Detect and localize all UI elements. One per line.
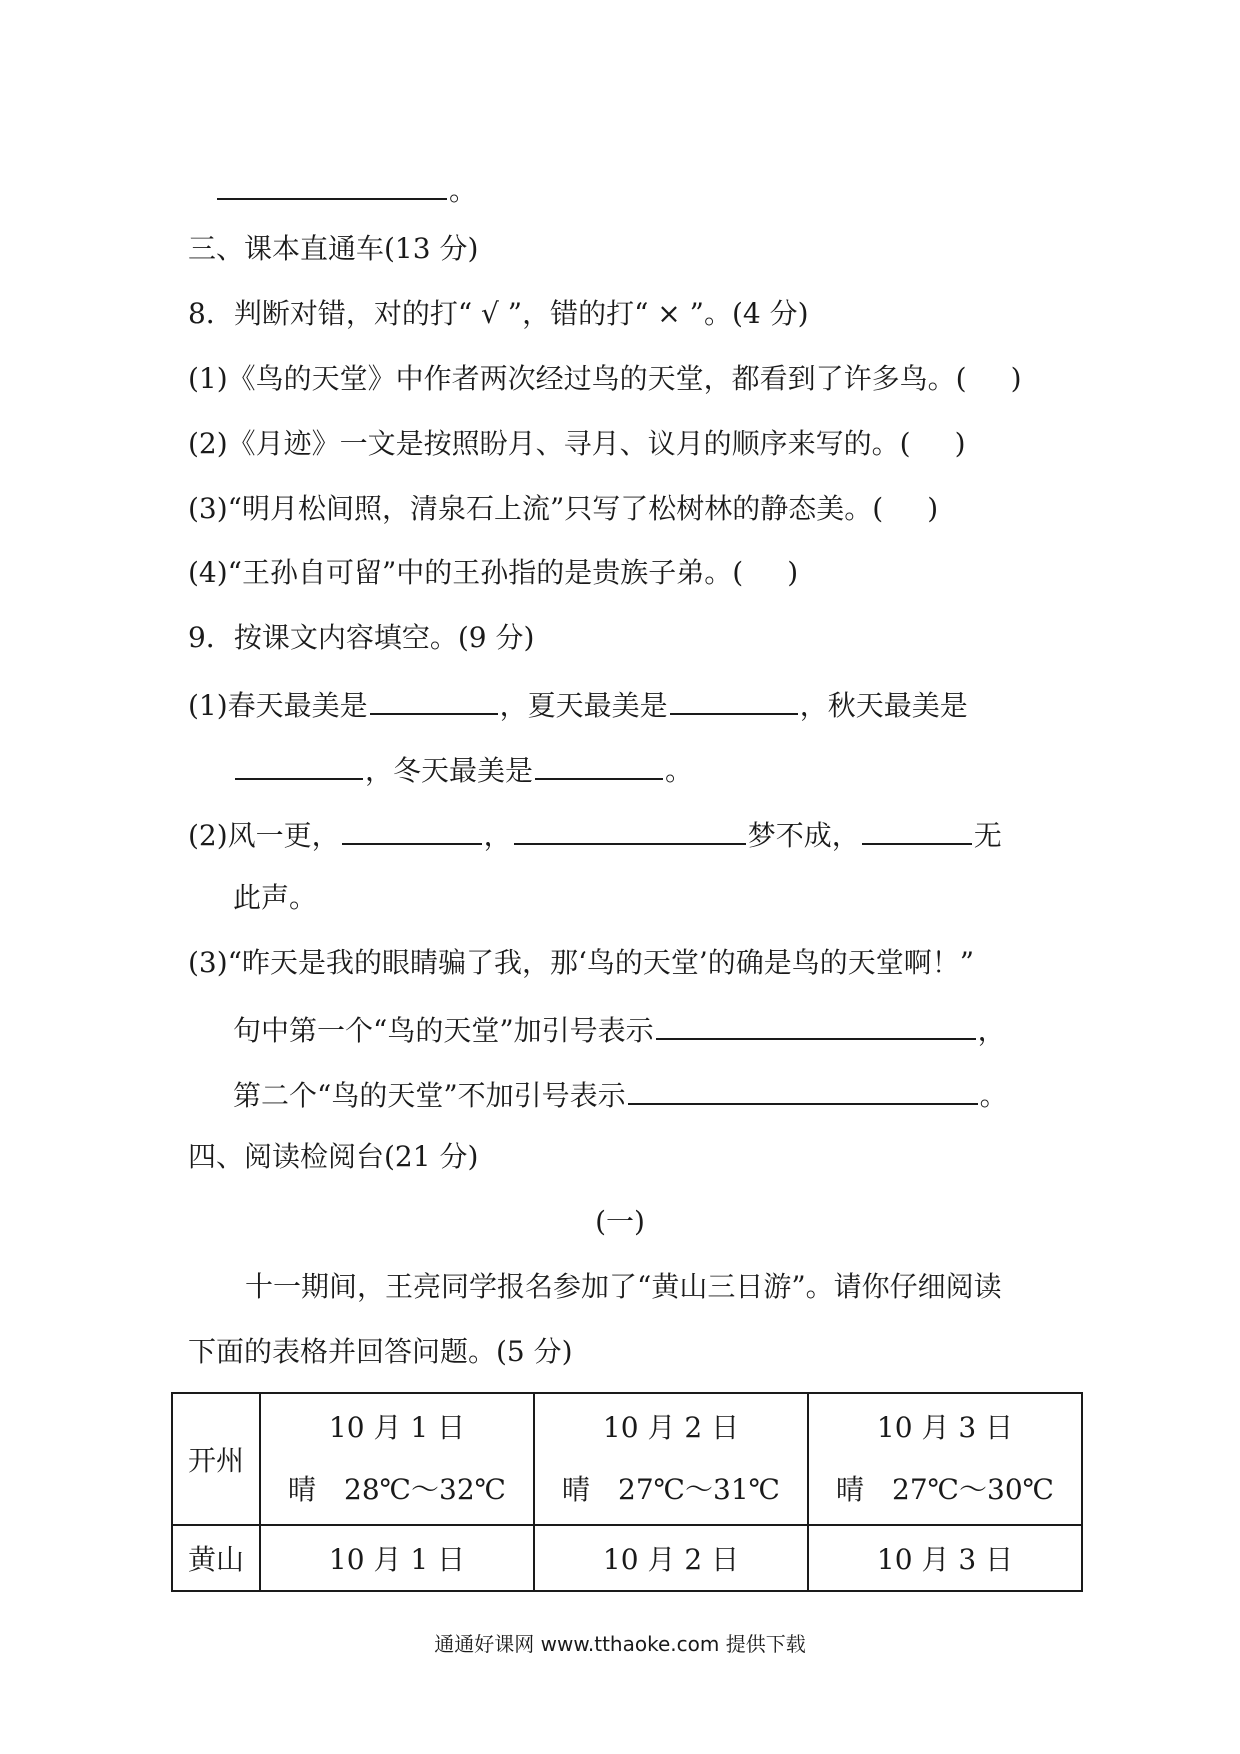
blank-quote-meaning-2[interactable]: [628, 1073, 978, 1105]
q9-part-2-line-2: 此声。: [233, 881, 318, 914]
q8-item-2: (2)《月迹》一文是按照盼月、寻月、议月的顺序来写的。( ): [188, 427, 966, 460]
reading-intro-line-1: 十一期间，王亮同学报名参加了“黄山三日游”。请你仔细阅读: [245, 1270, 1002, 1303]
footer-source: 通通好课网 www.tthaoke.com 提供下载: [434, 1632, 806, 1656]
day-cell: 10 月 3 日: [808, 1525, 1082, 1591]
q8-item-1: (1)《鸟的天堂》中作者两次经过鸟的天堂，都看到了许多鸟。( ): [188, 362, 1022, 395]
reading-intro-line-2: 下面的表格并回答问题。(5 分): [188, 1335, 573, 1368]
question-9-title: 9．按课文内容填空。(9 分): [188, 621, 535, 654]
reading-part-label: (一): [595, 1205, 645, 1238]
blank-poem-3[interactable]: [862, 813, 972, 845]
q8-item-3: (3)“明月松间照，清泉石上流”只写了松树林的静态美。( ): [188, 492, 939, 525]
day-cell: 10 月 1 日: [260, 1525, 534, 1591]
answer-line-continuation: 。: [215, 168, 477, 211]
blank-summer[interactable]: [670, 683, 798, 715]
q9-part-3-line-3: 第二个“鸟的天堂”不加引号表示 。: [233, 1073, 1008, 1116]
day-cell: 10 月 1 日 晴 28℃～32℃: [260, 1393, 534, 1525]
blank-line[interactable]: [217, 168, 447, 200]
blank-spring[interactable]: [370, 683, 498, 715]
blank-quote-meaning-1[interactable]: [656, 1008, 976, 1040]
q8-item-4: (4)“王孙自可留”中的王孙指的是贵族子弟。( ): [188, 556, 799, 589]
blank-autumn[interactable]: [235, 748, 363, 780]
table-row: [172, 1525, 1082, 1591]
table-row: [172, 1393, 1082, 1525]
day-cell: 10 月 3 日 晴 27℃～30℃: [808, 1393, 1082, 1525]
weather-table: [171, 1392, 1083, 1592]
q9-part-3-line-2: 句中第一个“鸟的天堂”加引号表示 ，: [233, 1008, 1006, 1051]
blank-poem-2[interactable]: [514, 813, 746, 845]
section-3-title: 三、课本直通车(13 分): [188, 232, 479, 265]
question-8-title: 8．判断对错，对的打“ √ ”，错的打“ × ”。(4 分): [188, 297, 809, 330]
city-cell: 开州: [172, 1393, 260, 1525]
section-4-title: 四、阅读检阅台(21 分): [188, 1140, 479, 1173]
blank-poem-1[interactable]: [342, 813, 482, 845]
day-cell: 10 月 2 日 晴 27℃～31℃: [534, 1393, 808, 1525]
city-cell: 黄山: [172, 1525, 260, 1591]
day-cell: 10 月 2 日: [534, 1525, 808, 1591]
q9-part-3-line-1: (3)“昨天是我的眼睛骗了我，那‘鸟的天堂’的确是鸟的天堂啊！”: [188, 946, 975, 979]
q9-part-2-line-1: (2)风一更， ， 梦不成， 无: [188, 813, 1002, 856]
q9-part-1-line-2: ，冬天最美是 。: [233, 748, 693, 791]
q9-part-1-line-1: (1)春天最美是 ，夏天最美是 ，秋天最美是: [188, 683, 968, 726]
blank-winter[interactable]: [535, 748, 663, 780]
